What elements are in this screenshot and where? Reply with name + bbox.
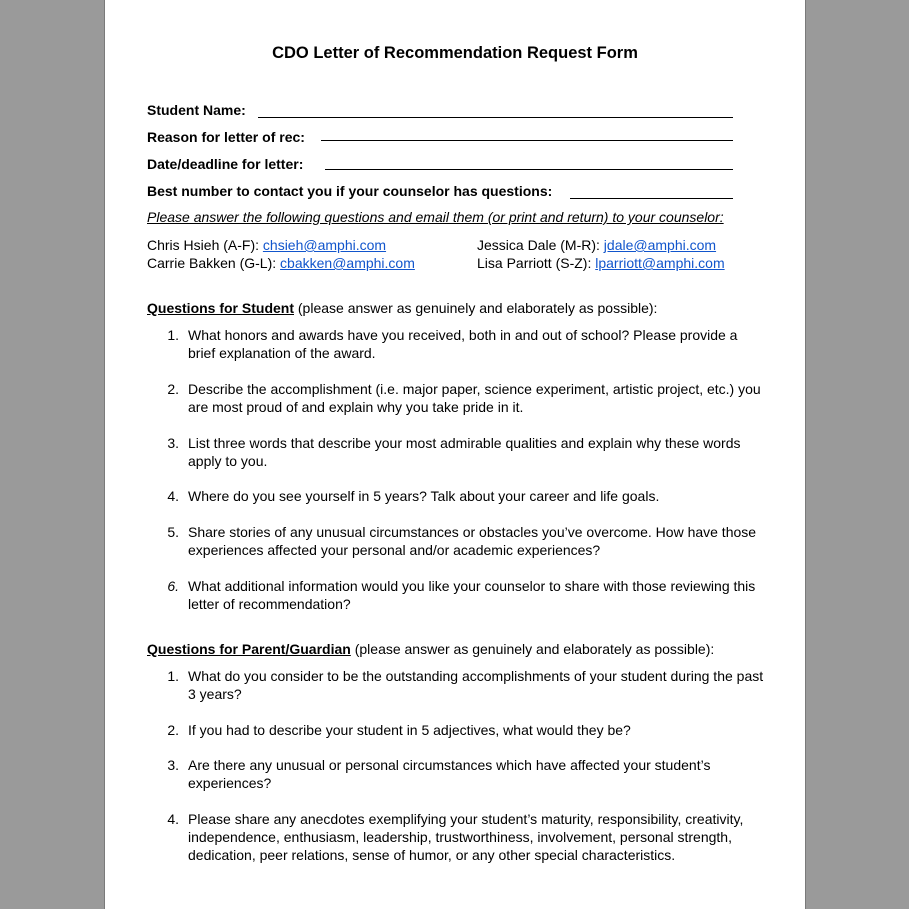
student-question-4: Where do you see yourself in 5 years? Talk about your career and life goals. — [188, 488, 660, 504]
student-question-6: What additional information would you like your counselor to share with those reviewing this letter of recommendation? — [188, 578, 756, 612]
question-number: 2. — [167, 722, 179, 738]
counselor-name: Chris Hsieh (A-F): — [147, 237, 263, 253]
counselor-name: Carrie Bakken (G-L): — [147, 255, 281, 271]
parent-question-1: What do you consider to be the outstanding accomplishments of your student during the past 3 years? — [188, 668, 764, 702]
reason-label: Reason for letter of rec: — [147, 129, 305, 145]
document-page — [104, 0, 806, 909]
section-title: Questions for Student — [147, 300, 294, 316]
question-number: 3. — [167, 757, 179, 773]
student-question-1: What honors and awards have you received, both in and out of school? Please provide a brief explanation of the award. — [188, 327, 738, 361]
email-link[interactable]: lparriott@amphi.com — [595, 255, 725, 271]
question-number: 3. — [167, 435, 179, 451]
instructions: Please answer the following questions and email them (or print and return) to your counselor: — [147, 209, 724, 225]
question-number: 6. — [167, 578, 179, 594]
question-number: 4. — [167, 488, 179, 504]
section-title: Questions for Parent/Guardian — [147, 641, 351, 657]
question-number: 1. — [167, 668, 179, 684]
student-question-2: Describe the accomplishment (i.e. major paper, science experiment, artistic project, etc.) you are most proud of and explain why you take pride in it. — [188, 381, 761, 415]
counselor-dale — [477, 237, 716, 253]
email-link[interactable]: cbakken@amphi.com — [280, 255, 415, 271]
contact-number-line[interactable] — [570, 198, 733, 199]
counselor-name: Lisa Parriott (S-Z): — [477, 255, 596, 271]
counselor-parriott — [477, 255, 725, 271]
parent-question-2: If you had to describe your student in 5 adjectives, what would they be? — [188, 722, 631, 738]
question-number: 4. — [167, 811, 179, 827]
counselor-bakken — [147, 255, 415, 271]
student-question-3: List three words that describe your most admirable qualities and explain why these words apply to you. — [188, 435, 741, 469]
deadline-label: Date/deadline for letter: — [147, 156, 304, 172]
parent-section-heading — [147, 641, 714, 657]
question-number: 2. — [167, 381, 179, 397]
parent-question-4: Please share any anecdotes exemplifying your student’s maturity, responsibility, creativity, independence, enthusiasm, leadership, trustworthiness, involvement, personal strength, dedication, peer relations, sense of humor, or any other special characteristics. — [188, 811, 744, 863]
section-note: (please answer as genuinely and elaborately as possible): — [294, 300, 658, 316]
parent-question-3: Are there any unusual or personal circumstances which have affected your student’s experiences? — [188, 757, 711, 791]
counselor-hsieh — [147, 237, 386, 253]
contact-number-label: Best number to contact you if your counselor has questions: — [147, 183, 553, 199]
email-link[interactable]: chsieh@amphi.com — [262, 237, 387, 253]
email-link[interactable]: jdale@amphi.com — [603, 237, 717, 253]
counselor-name: Jessica Dale (M-R): — [477, 237, 604, 253]
student-question-5: Share stories of any unusual circumstances or obstacles you’ve overcome. How have those experiences affected your personal and/or academic experiences? — [188, 524, 757, 558]
question-number: 5. — [167, 524, 179, 540]
student-section-heading — [147, 300, 657, 316]
reason-line[interactable] — [321, 140, 733, 141]
form-title: CDO Letter of Recommendation Request Form — [272, 44, 638, 62]
section-note: (please answer as genuinely and elaborately as possible): — [350, 641, 715, 657]
deadline-line[interactable] — [325, 169, 733, 170]
student-name-label: Student Name: — [147, 102, 246, 118]
student-name-line[interactable] — [258, 117, 733, 118]
question-number: 1. — [167, 327, 179, 343]
